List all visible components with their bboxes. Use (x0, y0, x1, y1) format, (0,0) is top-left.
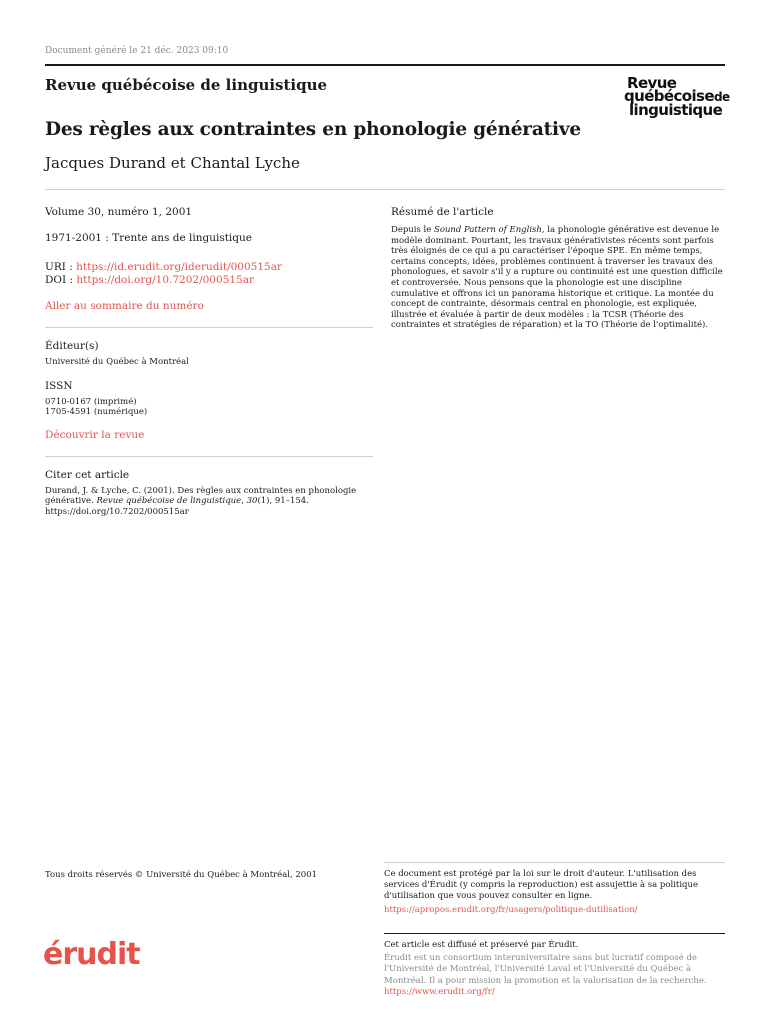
footer-divider-1 (384, 862, 725, 863)
uri-label: URI : (45, 261, 77, 273)
toc-link[interactable]: Aller au sommaire du numéro (45, 300, 204, 312)
erudit-logo: érudit (43, 937, 140, 972)
citation-text (45, 486, 373, 518)
volume-info: Volume 30, numéro 1, 2001 (45, 206, 193, 218)
logo-line-1: Revue (627, 74, 677, 92)
issn-heading: ISSN (45, 379, 73, 392)
abstract-italic: Sound Pattern of English (434, 225, 542, 235)
abstract-column (391, 206, 725, 331)
generated-date: Document généré le 21 déc. 2023 09:10 (45, 46, 229, 56)
footer-copyright (384, 869, 724, 916)
citation-sep: , (241, 496, 247, 507)
doi-label: DOI : (45, 274, 77, 286)
article-authors: Jacques Durand et Chantal Lyche (45, 154, 300, 172)
abstract-heading: Résumé de l'article (391, 206, 494, 218)
issn-digital: 1705-4591 (numérique) (45, 407, 148, 418)
header-rule (45, 64, 725, 66)
citation-part2: (1), 91–154. (257, 496, 309, 507)
logo-line-2-small: de (713, 90, 730, 104)
article-title: Des règles aux contraintes en phonologie générative (45, 119, 581, 140)
issn-print: 0710-0167 (imprimé) (45, 396, 137, 407)
logo-line-2-main: québécoise (624, 87, 714, 105)
issue-theme: 1971-2001 : Trente ans de linguistique (45, 232, 252, 244)
citation-journal: Revue québécoise de linguistique (96, 496, 242, 507)
copyright-notice: Ce document est protégé par la loi sur le droit d'auteur. L'utilisation des services d'Érudit (y compris la reproduction) est assujettie à sa politique d'utilisation que vous pouvez consulter en ligne. (384, 869, 698, 902)
abstract-after: , la phonologie générative est devenue le modèle dominant. Pourtant, les travaux générativistes récents sont parfois très éloignés de ce qui a pu caractériser l'époque SPE. En même temps, certains concepts, idées, problèmes continuent à traverser les travaux des phonologues, et savoir s'il y a rupture ou continuité est une question difficile et controversée. Nous pensons que la phonologie est une discipline cumulative et offrons ici un panorama historique et critique. La montée du concept de contrainte, désormais central en phonologie, est expliquée, illustrée et évaluée à partir de deux modèles : la TCSR (Théorie des contraintes et stratégies de réparation) et la TO (Théorie de l'optimalité). (391, 225, 723, 331)
section-divider-1 (45, 327, 373, 328)
uri-line (45, 261, 373, 274)
policy-link[interactable]: https://apropos.erudit.org/fr/usagers/politique-dutilisation/ (384, 904, 638, 915)
publisher-name: Université du Québec à Montréal (45, 357, 189, 367)
publisher-heading: Éditeur(s) (45, 340, 99, 352)
journal-logo (624, 74, 730, 119)
footer-erudit (384, 940, 724, 998)
citation-part1: Durand, J. & Lyche, C. (2001). Des règles aux contraintes en phonologie générative. (45, 485, 357, 507)
abstract-text (391, 225, 725, 331)
consortium-text: Érudit est un consortium interuniversitaire sans but lucratif composé de l'Université de Montréal, l'Université Laval et l'Université du Québec à Montréal. Il a pour mission la promotion et la valorisation de la recherche. (384, 953, 707, 986)
section-divider-2 (45, 456, 373, 457)
logo-line-3: linguistique (629, 101, 723, 119)
citation-doi: https://doi.org/10.7202/000515ar (45, 506, 189, 517)
diffusion-text: Cet article est diffusé et préservé par Érudit. (384, 940, 579, 950)
toc-line (45, 300, 373, 313)
uri-link[interactable]: https://id.erudit.org/iderudit/000515ar (76, 261, 282, 273)
erudit-link[interactable]: https://www.erudit.org/fr/ (384, 986, 495, 997)
discover-line (45, 429, 373, 442)
discover-link[interactable]: Découvrir la revue (45, 428, 145, 441)
metadata-column (45, 206, 373, 518)
title-divider (45, 189, 725, 190)
cite-heading: Citer cet article (45, 468, 130, 481)
journal-name: Revue québécoise de linguistique (45, 76, 328, 94)
abstract-before: Depuis le (391, 225, 434, 235)
footer-rights: Tous droits réservés © Université du Québec à Montréal, 2001 (45, 870, 318, 880)
footer-divider-2 (384, 933, 725, 934)
citation-volume: 30 (246, 496, 258, 507)
doi-link[interactable]: https://doi.org/10.7202/000515ar (76, 274, 254, 286)
doi-line (45, 274, 373, 287)
